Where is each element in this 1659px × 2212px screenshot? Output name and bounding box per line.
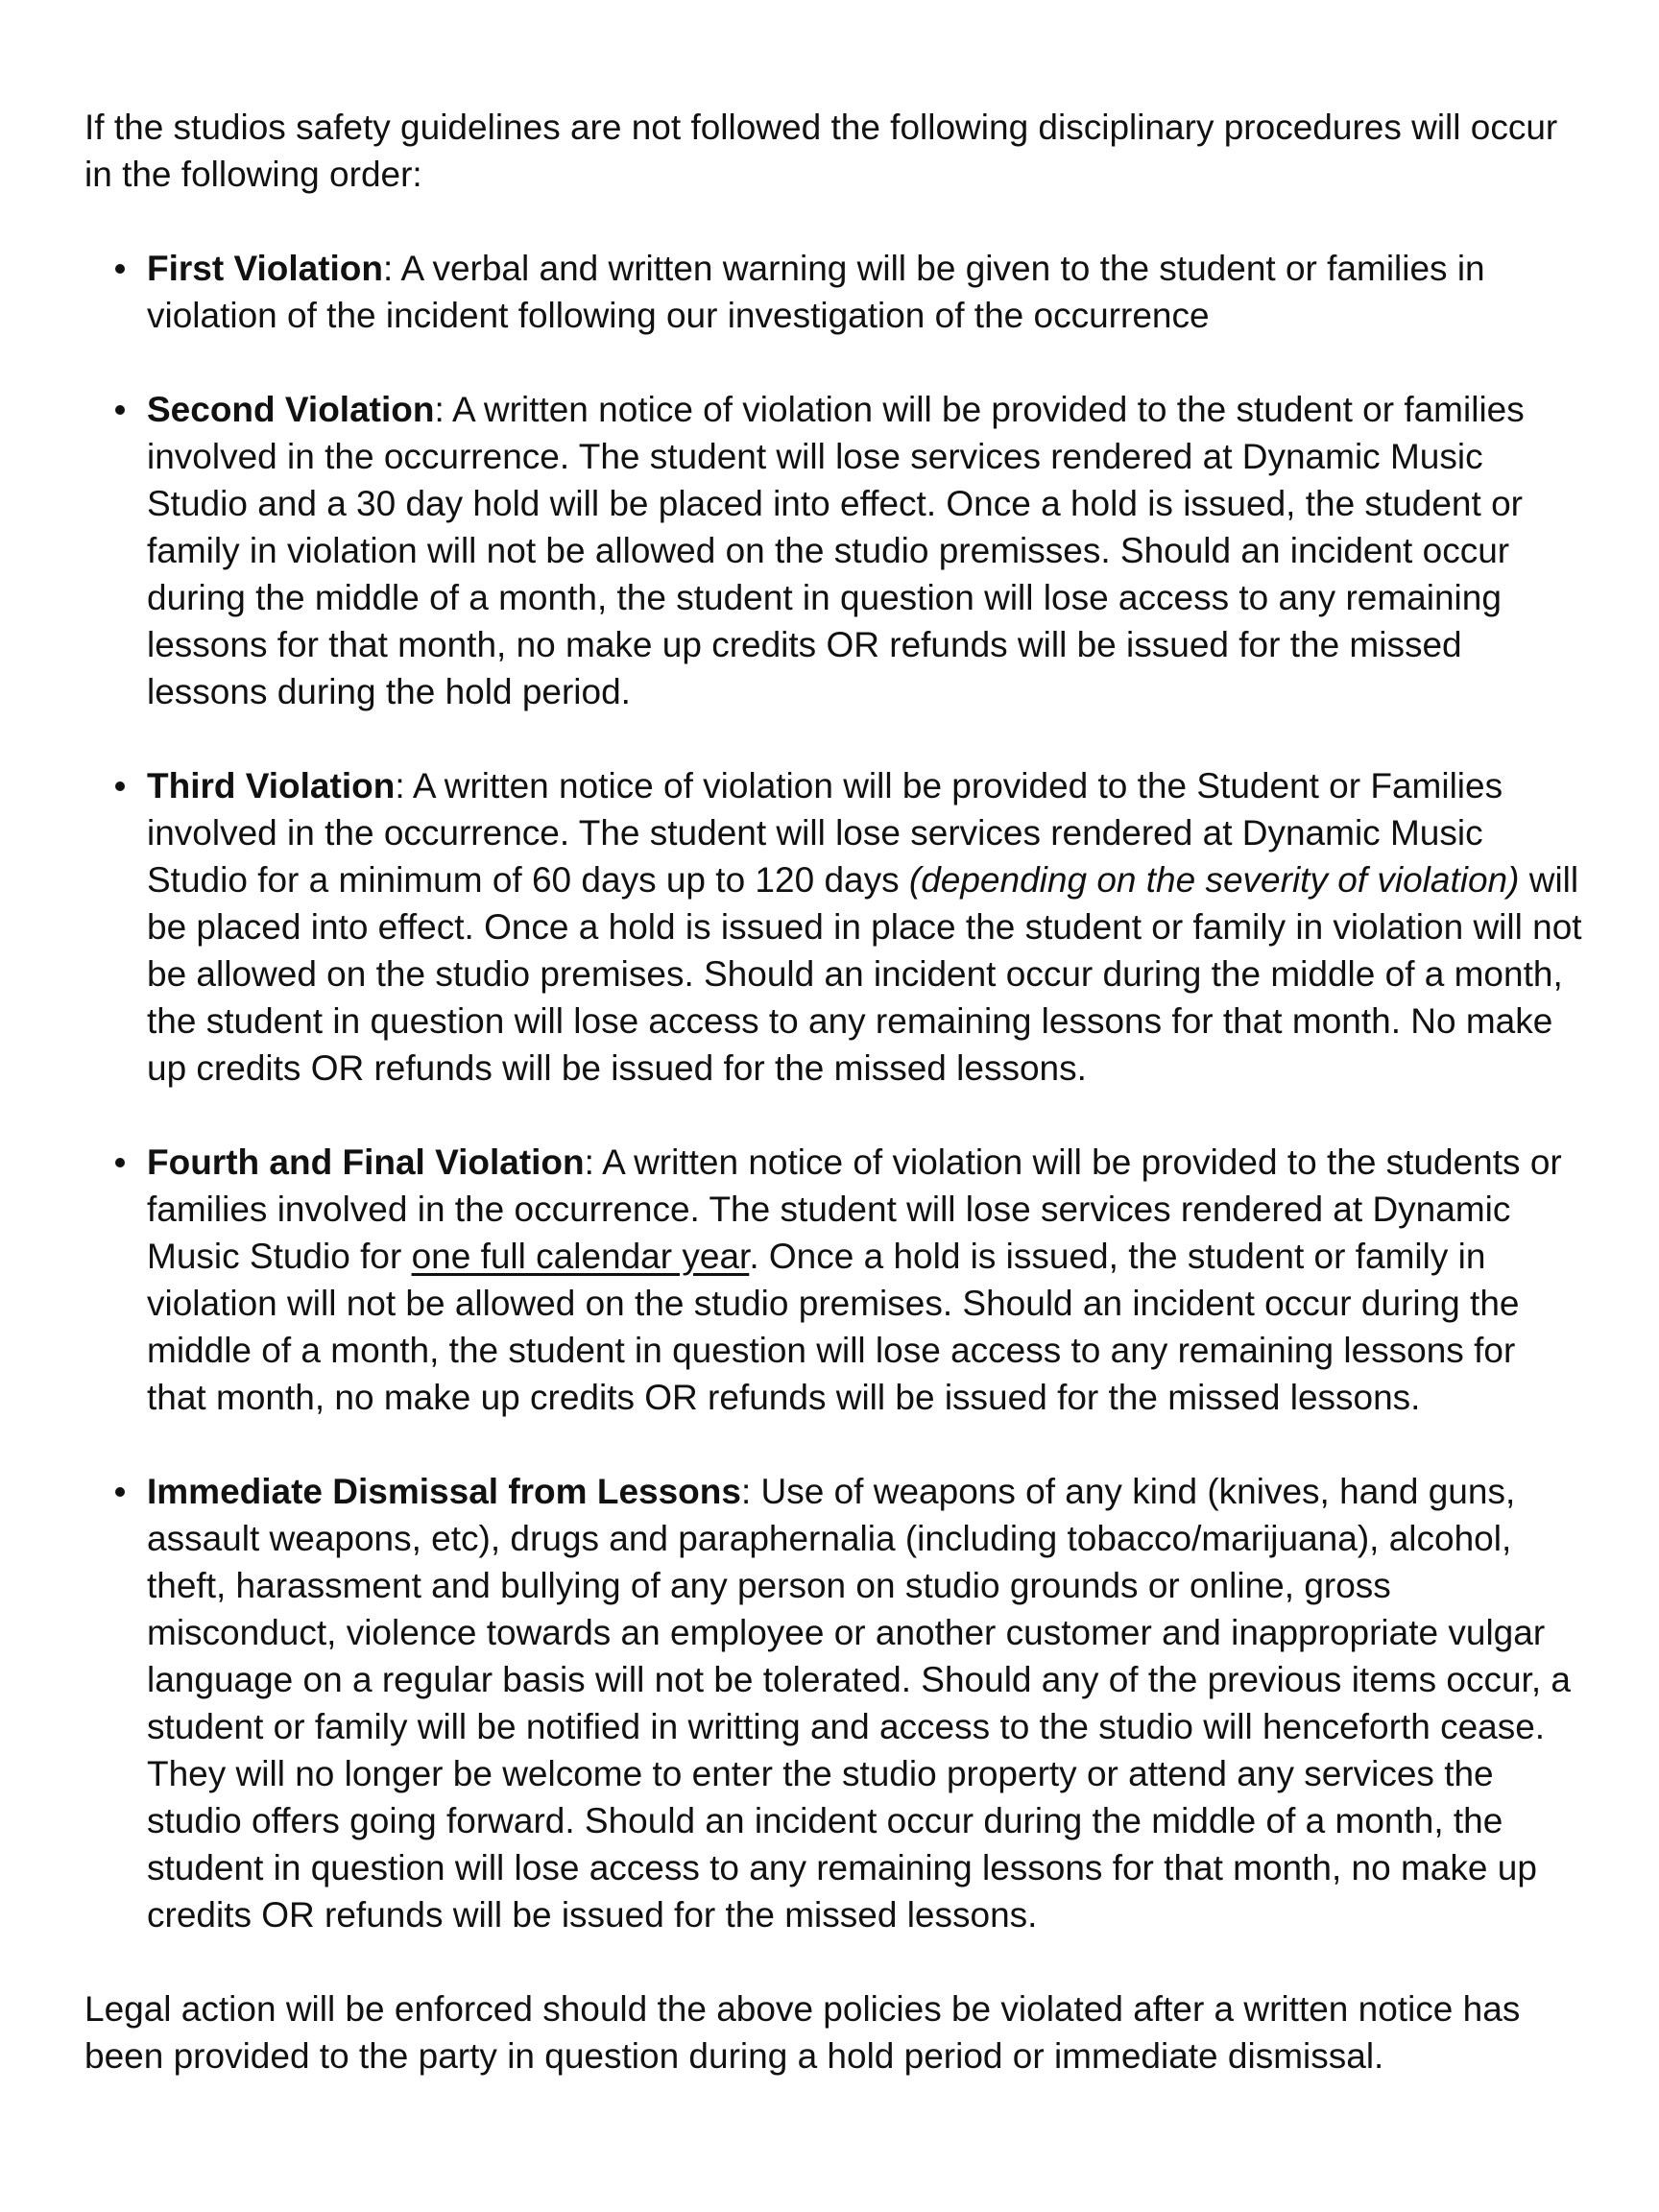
violation-text: : A written notice of violation will be provided to the Student or Families involved in the occurrence. The student will lose services rendered at Dynamic Music Studio for a minimum of 60 days up to 120 days — [147, 766, 1503, 900]
list-item-second-violation — [84, 386, 1582, 715]
violation-term: Third Violation — [147, 766, 396, 805]
bullet-icon — [115, 264, 125, 274]
bullet-icon — [115, 1487, 125, 1497]
violation-text: : Use of weapons of any kind (knives, hand guns, assault weapons, etc), drugs and paraphernalia (including tobacco/marijuana), alcohol, theft, harassment and bullying of any person on studio grounds or online, gross misconduct, violence towards an employee or another customer and inappropriate vulgar language on a regular basis will not be tolerated. Should any of the previous items occur, a student or family will be notified in writting and access to the studio will henceforth cease. They will no longer be welcome to enter the studio property or attend any services the studio offers going forward. Should an incident occur during the middle of a month, the student in question will lose access to any remaining lessons for that month, no make up credits OR refunds will be issued for the missed lessons. — [147, 1472, 1571, 1935]
document-page — [84, 104, 1582, 2080]
intro-paragraph: If the studios safety guidelines are not followed the following disciplinary procedures will occur in the following order: — [84, 108, 1558, 194]
hold-duration-underlined: one full calendar year — [411, 1237, 750, 1276]
violation-term: Immediate Dismissal from Lessons — [147, 1472, 741, 1511]
violation-term: Fourth and Final Violation — [147, 1142, 585, 1182]
violation-text: : A verbal and written warning will be given to the student or families in violation of the incident following our investigation of the occurrence — [147, 249, 1485, 335]
severity-note: (depending on the severity of violation) — [908, 860, 1520, 900]
violation-list — [84, 245, 1582, 1938]
violation-text-continued: . Once a hold is issued, the student or family in violation will not be allowed on the studio premises. Should an incident occur during the middle of a month, the student in question will lose access to any remaining lessons for that month, no make up credits OR refunds will be issued for the missed lessons. — [147, 1237, 1520, 1417]
list-item-first-violation — [84, 245, 1582, 339]
bullet-icon — [115, 1158, 125, 1167]
violation-text: : A written notice of violation will be provided to the student or families involved in the occurrence. The student will lose services rendered at Dynamic Music Studio and a 30 day hold will be placed into effect. Once a hold is issued, the student or family in violation will not be allowed on the studio premisses. Should an incident occur during the middle of a month, the student in question will lose access to any remaining lessons for that month, no make up credits OR refunds will be issued for the missed lessons during the hold period. — [147, 390, 1525, 711]
violation-term: First Violation — [147, 249, 384, 288]
violation-text-continued: will be placed into effect. Once a hold is issued in place the student or family in violation will not be allowed on the studio premises. Should an incident occur during the middle of a month, the student in question will lose access to any remaining lessons for that month. No make up credits OR refunds will be issued for the missed lessons. — [147, 860, 1582, 1088]
bullet-icon — [115, 405, 125, 415]
closing-paragraph: Legal action will be enforced should the above policies be violated after a written notice has been provided to the party in question during a hold period or immediate dismissal. — [84, 1989, 1521, 2076]
list-item-fourth-violation — [84, 1139, 1582, 1421]
list-item-immediate-dismissal — [84, 1468, 1582, 1938]
violation-text: : A written notice of violation will be provided to the students or families involved in the occurrence. The student will lose services rendered at Dynamic Music Studio for — [147, 1142, 1562, 1276]
list-item-third-violation — [84, 762, 1582, 1092]
violation-term: Second Violation — [147, 390, 435, 429]
bullet-icon — [115, 781, 125, 791]
